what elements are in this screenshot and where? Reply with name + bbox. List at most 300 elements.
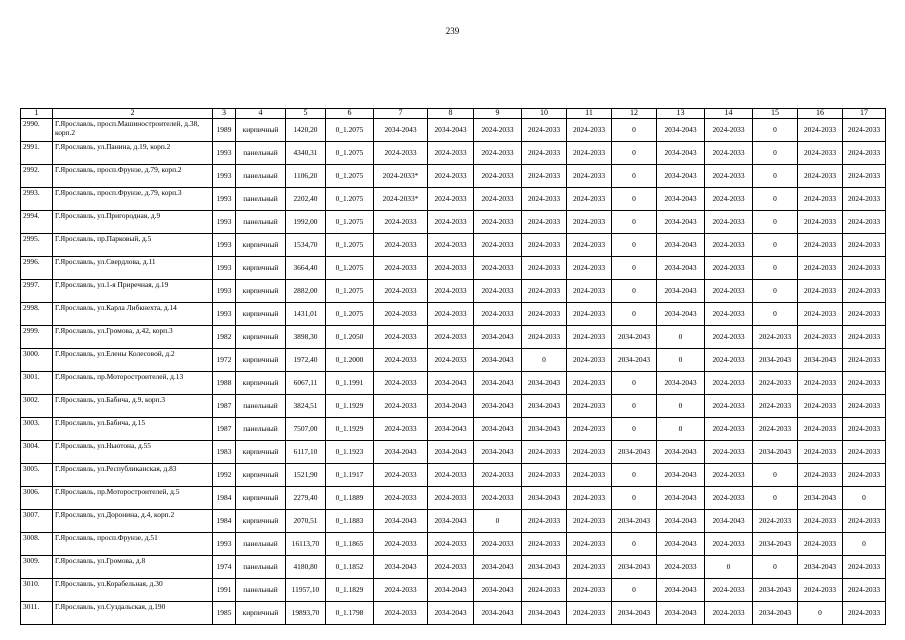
table-row [21, 395, 886, 418]
table-cell: 2024-2033 [567, 234, 612, 257]
table-cell: 2024-2033 [374, 280, 428, 303]
table-cell: 2024-2033 [474, 165, 522, 188]
table-cell: 2024-2033 [567, 441, 612, 464]
table-cell: 2024-2033 [705, 464, 753, 487]
table-cell: 0_1.2050 [326, 326, 374, 349]
table-cell: 2024-2033 [428, 326, 474, 349]
table-cell: 0 [612, 211, 657, 234]
table-cell: 2034-2043 [753, 533, 798, 556]
table-cell: 0_1.2075 [326, 119, 374, 142]
column-header: 12 [612, 109, 657, 119]
table-cell: 2024-2033 [522, 234, 567, 257]
table-cell: 2024-2033 [798, 510, 843, 533]
table-cell: 2024-2033 [567, 579, 612, 602]
table-cell: 2034-2043 [657, 441, 705, 464]
table-cell: 2024-2033 [798, 119, 843, 142]
table-cell: 0 [753, 142, 798, 165]
column-header: 9 [474, 109, 522, 119]
table-cell: 0 [612, 188, 657, 211]
table-cell: 0_1.1929 [326, 418, 374, 441]
table-cell: 2024-2033 [428, 165, 474, 188]
table-cell: 2024-2033 [428, 487, 474, 510]
table-cell: 2024-2033 [843, 280, 886, 303]
table-cell: 2024-2033 [567, 211, 612, 234]
row-number-cell: 2996. [21, 257, 53, 280]
table-cell: 2024-2033 [474, 188, 522, 211]
table-cell: 0 [657, 395, 705, 418]
table-cell: 0_1.1923 [326, 441, 374, 464]
table-cell: 2024-2033 [522, 280, 567, 303]
table-cell: панельный [236, 556, 286, 579]
table-cell: кирпичный [236, 441, 286, 464]
table-row [21, 533, 886, 556]
table-cell: 2202,40 [286, 188, 326, 211]
table-cell: 2024-2033 [753, 395, 798, 418]
table-cell: 2024-2033 [567, 142, 612, 165]
table-cell: 2034-2043 [798, 556, 843, 579]
table-cell: 2034-2043 [474, 441, 522, 464]
table-cell: 2024-2033 [753, 372, 798, 395]
table-cell: 2024-2033 [843, 257, 886, 280]
table-cell: 2034-2043 [374, 119, 428, 142]
table-row [21, 372, 886, 395]
table-cell: 0 [843, 487, 886, 510]
table-cell: 2024-2033 [567, 188, 612, 211]
row-number-cell: 3007. [21, 510, 53, 533]
table-cell: 2034-2043 [657, 257, 705, 280]
table-cell: 2024-2033 [705, 234, 753, 257]
table-cell: 2024-2033 [798, 464, 843, 487]
table-cell: 2024-2033 [843, 303, 886, 326]
table-row [21, 257, 886, 280]
table-cell: 2024-2033 [843, 556, 886, 579]
table-cell: 2024-2033 [374, 349, 428, 372]
table-cell: 2034-2043 [657, 372, 705, 395]
table-cell: 2024-2033 [753, 510, 798, 533]
table-cell: кирпичный [236, 326, 286, 349]
table-cell: 2024-2033 [374, 211, 428, 234]
table-cell: 2024-2033 [705, 326, 753, 349]
address-cell: Г.Ярославль, ул.Громова, д.8 [53, 556, 213, 579]
table-cell: 2024-2033 [843, 395, 886, 418]
table-cell: 2024-2033 [753, 326, 798, 349]
table-row [21, 464, 886, 487]
table-cell: 2024-2033 [474, 303, 522, 326]
table-cell: 0 [843, 533, 886, 556]
table-cell: 0 [753, 464, 798, 487]
table-cell: 2034-2043 [657, 188, 705, 211]
table-cell: 0_1.1889 [326, 487, 374, 510]
table-cell: 1984 [213, 510, 236, 533]
table-cell: 2034-2043 [474, 418, 522, 441]
table-cell: 1993 [213, 533, 236, 556]
table-cell: 2279,40 [286, 487, 326, 510]
table-cell: 6067,11 [286, 372, 326, 395]
table-cell: 2024-2033 [567, 533, 612, 556]
table-cell: 1972,40 [286, 349, 326, 372]
table-row [21, 119, 886, 142]
column-header: 11 [567, 109, 612, 119]
address-cell: Г.Ярославль, ул.Ньютона, д.55 [53, 441, 213, 464]
table-cell: 2024-2033 [843, 349, 886, 372]
table-cell: 2034-2043 [612, 349, 657, 372]
address-cell: Г.Ярославль, ул.Бабича, д.9, корп.3 [53, 395, 213, 418]
table-cell: 2034-2043 [612, 441, 657, 464]
table-cell: 2034-2043 [753, 602, 798, 625]
table-cell: 2034-2043 [612, 326, 657, 349]
table-cell: 2024-2033 [798, 142, 843, 165]
table-cell: 0 [612, 487, 657, 510]
table-cell: 2024-2033 [798, 257, 843, 280]
table-cell: 2024-2033 [798, 579, 843, 602]
table-cell: 4340,31 [286, 142, 326, 165]
table-cell: 3898,30 [286, 326, 326, 349]
row-number-cell: 2998. [21, 303, 53, 326]
table-cell: 2024-2033 [374, 234, 428, 257]
table-cell: 2882,00 [286, 280, 326, 303]
table-cell: 0 [612, 234, 657, 257]
address-cell: Г.Ярославль, ул.Бабича, д.15 [53, 418, 213, 441]
table-cell: 2024-2033 [474, 142, 522, 165]
address-cell: Г.Ярославль, пр.Парковый, д.5 [53, 234, 213, 257]
table-cell: 2034-2043 [657, 142, 705, 165]
address-cell: Г.Ярославль, ул.Свердлова, д.11 [53, 257, 213, 280]
table-cell: 1431,01 [286, 303, 326, 326]
table-cell: 0 [753, 556, 798, 579]
table-cell: 0 [798, 602, 843, 625]
table-cell: 2034-2043 [428, 119, 474, 142]
column-header: 17 [843, 109, 886, 119]
table-cell: 0_1.1798 [326, 602, 374, 625]
column-header: 8 [428, 109, 474, 119]
table-cell: 2024-2033 [374, 257, 428, 280]
row-number-cell: 3001. [21, 372, 53, 395]
table-cell: 1993 [213, 165, 236, 188]
table-cell: 2024-2033 [798, 165, 843, 188]
table-row [21, 418, 886, 441]
table-cell: 2024-2033 [798, 418, 843, 441]
address-cell: Г.Ярославль, пр.Моторостроителей, д.5 [53, 487, 213, 510]
address-cell: Г.Ярославль, ул.Громова, д.42, корп.3 [53, 326, 213, 349]
table-cell: 2034-2043 [474, 395, 522, 418]
table-cell: 2024-2033 [705, 579, 753, 602]
table-cell: 1993 [213, 280, 236, 303]
table-cell: 1992 [213, 464, 236, 487]
table-cell: 2024-2033 [843, 372, 886, 395]
table-cell: 2024-2033 [798, 533, 843, 556]
table-cell: 2024-2033 [428, 142, 474, 165]
table-cell: панельный [236, 579, 286, 602]
table-cell: 0 [753, 303, 798, 326]
table-cell: 2024-2033 [374, 602, 428, 625]
table-cell: 2024-2033 [843, 119, 886, 142]
table-cell: 2034-2043 [798, 487, 843, 510]
row-number-cell: 3011. [21, 602, 53, 625]
table-cell: 0 [612, 464, 657, 487]
table-cell: 2024-2033 [705, 372, 753, 395]
table-cell: 0 [753, 165, 798, 188]
table-cell: 2034-2043 [522, 556, 567, 579]
table-cell: 2024-2033* [374, 165, 428, 188]
table-cell: 2034-2043 [428, 602, 474, 625]
table-cell: 2034-2043 [428, 510, 474, 533]
table-cell: 2024-2033 [567, 349, 612, 372]
table-cell: 2024-2033 [522, 464, 567, 487]
table-cell: 0 [753, 487, 798, 510]
table-cell: 2024-2033 [374, 395, 428, 418]
table-cell: 0 [753, 211, 798, 234]
table-cell: 0_1.1883 [326, 510, 374, 533]
table-cell: панельный [236, 142, 286, 165]
table-row [21, 602, 886, 625]
table-cell: 0 [753, 257, 798, 280]
table-cell: 2024-2033 [798, 441, 843, 464]
table-cell: 2024-2033 [522, 119, 567, 142]
table-cell: 2034-2043 [522, 395, 567, 418]
table-cell: 2024-2033 [374, 533, 428, 556]
table-cell: 0 [753, 234, 798, 257]
address-cell: Г.Ярославль, просп.Фрунзе, д.79, корп.2 [53, 165, 213, 188]
table-cell: 1993 [213, 257, 236, 280]
table-cell: 0 [657, 326, 705, 349]
table-cell: 2024-2033 [474, 280, 522, 303]
table-cell: 2024-2033 [567, 280, 612, 303]
table-cell: 2024-2033 [522, 211, 567, 234]
column-header: 7 [374, 109, 428, 119]
row-number-cell: 3009. [21, 556, 53, 579]
table-cell: 2024-2033 [374, 418, 428, 441]
table-cell: 2034-2043 [657, 165, 705, 188]
row-number-cell: 2991. [21, 142, 53, 165]
address-cell: Г.Ярославль, ул.Карла Либкнехта, д.14 [53, 303, 213, 326]
table-cell: 2024-2033 [798, 188, 843, 211]
column-header: 4 [236, 109, 286, 119]
column-header: 16 [798, 109, 843, 119]
table-cell: 2024-2033 [522, 188, 567, 211]
address-cell: Г.Ярославль, ул.1-я Приречная, д.19 [53, 280, 213, 303]
table-cell: 2034-2043 [705, 510, 753, 533]
table-cell: 2024-2033 [428, 349, 474, 372]
table-cell: 2024-2033 [567, 303, 612, 326]
table-cell: 0 [612, 119, 657, 142]
table-cell: 2024-2033 [705, 280, 753, 303]
table-cell: 0 [612, 533, 657, 556]
table-cell: 2024-2033 [705, 188, 753, 211]
table-cell: 2024-2033 [567, 487, 612, 510]
table-cell: 2034-2043 [612, 602, 657, 625]
column-header: 10 [522, 109, 567, 119]
table-cell: 2024-2033 [567, 326, 612, 349]
table-cell: 2024-2033 [428, 533, 474, 556]
table-cell: 0_1.2075 [326, 303, 374, 326]
table-cell: 2024-2033 [843, 326, 886, 349]
table-cell: 2024-2033 [705, 119, 753, 142]
table-cell: 0_1.2075 [326, 188, 374, 211]
address-cell: Г.Ярославль, просп.Фрунзе, д.79, корп.3 [53, 188, 213, 211]
table-cell: 1534,70 [286, 234, 326, 257]
table-cell: 2024-2033 [843, 464, 886, 487]
table-cell: 2024-2033 [374, 303, 428, 326]
row-number-cell: 2999. [21, 326, 53, 349]
table-cell: 2024-2033 [705, 142, 753, 165]
table-cell: 2024-2033 [798, 372, 843, 395]
table-cell: 0 [753, 119, 798, 142]
address-cell: Г.Ярославль, ул.Пригородная, д.9 [53, 211, 213, 234]
table-cell: 2024-2033 [567, 165, 612, 188]
table-cell: кирпичный [236, 303, 286, 326]
table-cell: 2024-2033 [428, 211, 474, 234]
column-header: 15 [753, 109, 798, 119]
table-cell: 2034-2043 [657, 579, 705, 602]
table-row [21, 487, 886, 510]
table-cell: 2034-2043 [657, 234, 705, 257]
table-cell: 2034-2043 [612, 510, 657, 533]
row-number-cell: 2994. [21, 211, 53, 234]
address-cell: Г.Ярославль, ул.Доронина, д.4, корп.2 [53, 510, 213, 533]
table-cell: 0 [522, 349, 567, 372]
row-number-cell: 2997. [21, 280, 53, 303]
table-cell: 2034-2043 [522, 487, 567, 510]
table-cell: 2024-2033 [567, 602, 612, 625]
table-cell: 2034-2043 [612, 556, 657, 579]
table-cell: 2024-2033 [428, 280, 474, 303]
table-cell: 0_1.1991 [326, 372, 374, 395]
table-cell: 3664,40 [286, 257, 326, 280]
table-cell: 2024-2033 [843, 510, 886, 533]
schedule-table [20, 108, 886, 625]
table-cell: 2024-2033 [567, 418, 612, 441]
table-cell: 2024-2033 [705, 395, 753, 418]
table-cell: кирпичный [236, 119, 286, 142]
table-cell: 2034-2043 [657, 464, 705, 487]
table-cell: 2024-2033 [474, 464, 522, 487]
table-cell: 1985 [213, 602, 236, 625]
table-cell: 2024-2033 [798, 303, 843, 326]
table-cell: 1993 [213, 234, 236, 257]
table-cell: 2034-2043 [474, 579, 522, 602]
table-cell: 2034-2043 [798, 349, 843, 372]
column-header: 6 [326, 109, 374, 119]
table-cell: 2024-2033 [428, 188, 474, 211]
table-cell: 1989 [213, 119, 236, 142]
table-cell: 2024-2033 [522, 303, 567, 326]
table-cell: 2034-2043 [753, 579, 798, 602]
table-cell: 2024-2033 [374, 579, 428, 602]
table-cell: 0 [612, 142, 657, 165]
table-cell: 2024-2033 [567, 556, 612, 579]
table-cell: 0_1.1917 [326, 464, 374, 487]
table-row [21, 303, 886, 326]
table-cell: 2024-2033 [374, 487, 428, 510]
table-cell: панельный [236, 533, 286, 556]
table-cell: 0_1.2075 [326, 211, 374, 234]
table-cell: кирпичный [236, 257, 286, 280]
column-header: 13 [657, 109, 705, 119]
table-cell: 2024-2033 [374, 464, 428, 487]
table-cell: 0_1.2075 [326, 234, 374, 257]
row-number-cell: 3002. [21, 395, 53, 418]
table-cell: 2024-2033 [428, 234, 474, 257]
address-cell: Г.Ярославль, просп.Фрунзе, д.51 [53, 533, 213, 556]
table-cell: 4180,80 [286, 556, 326, 579]
table-cell: 0_1.2075 [326, 142, 374, 165]
address-cell: Г.Ярославль, ул.Суздальская, д.190 [53, 602, 213, 625]
table-row [21, 142, 886, 165]
table-cell: 2034-2043 [428, 395, 474, 418]
table-cell: 1974 [213, 556, 236, 579]
table-cell: 0 [612, 418, 657, 441]
table-cell: 2024-2033 [474, 257, 522, 280]
table-cell: 2024-2033 [522, 326, 567, 349]
table-cell: 2034-2043 [657, 280, 705, 303]
table-cell: 16113,70 [286, 533, 326, 556]
table-cell: 2034-2043 [522, 418, 567, 441]
table-cell: 0 [612, 372, 657, 395]
table-cell: 2024-2033 [374, 142, 428, 165]
column-header: 1 [21, 109, 53, 119]
table-cell: 2024-2033* [374, 188, 428, 211]
column-header: 2 [53, 109, 213, 119]
table-cell: 3824,51 [286, 395, 326, 418]
table-cell: 0 [657, 349, 705, 372]
table-cell: 0_1.1852 [326, 556, 374, 579]
table-cell: 2034-2043 [657, 211, 705, 234]
table-cell: кирпичный [236, 280, 286, 303]
table-cell: 2024-2033 [705, 303, 753, 326]
table-cell: 2024-2033 [705, 487, 753, 510]
table-cell: 2034-2043 [657, 510, 705, 533]
table-cell: 2034-2043 [474, 349, 522, 372]
address-cell: Г.Ярославль, ул.Корабельная, д.30 [53, 579, 213, 602]
table-cell: 0 [612, 257, 657, 280]
table-row [21, 211, 886, 234]
table-cell: 2024-2033 [567, 119, 612, 142]
table-cell: 2024-2033 [474, 211, 522, 234]
table-cell: 1987 [213, 418, 236, 441]
table-cell: 2024-2033 [843, 441, 886, 464]
table-cell: 0 [612, 165, 657, 188]
table-cell: 2024-2033 [567, 257, 612, 280]
table-cell: 2034-2043 [428, 441, 474, 464]
table-row [21, 326, 886, 349]
table-cell: 2024-2033 [843, 211, 886, 234]
table-row [21, 349, 886, 372]
table-cell: 2024-2033 [705, 533, 753, 556]
row-number-cell: 3005. [21, 464, 53, 487]
table-row [21, 441, 886, 464]
table-cell: 0 [612, 579, 657, 602]
table-cell: 2024-2033 [522, 165, 567, 188]
table-cell: 2034-2043 [474, 556, 522, 579]
row-number-cell: 3004. [21, 441, 53, 464]
table-cell: 0 [612, 303, 657, 326]
table-body [21, 119, 886, 625]
table-cell: 0 [474, 510, 522, 533]
table-cell: 2024-2033 [843, 579, 886, 602]
table-cell: кирпичный [236, 349, 286, 372]
table-cell: 0 [612, 395, 657, 418]
table-cell: 0 [705, 556, 753, 579]
table-cell: 2034-2043 [474, 372, 522, 395]
table-cell: 1984 [213, 487, 236, 510]
table-cell: 2034-2043 [657, 119, 705, 142]
row-number-cell: 3003. [21, 418, 53, 441]
table-cell: 2024-2033 [428, 464, 474, 487]
table-row [21, 280, 886, 303]
table-cell: 1972 [213, 349, 236, 372]
table-cell: 2024-2033 [522, 142, 567, 165]
table-cell: 0 [753, 188, 798, 211]
